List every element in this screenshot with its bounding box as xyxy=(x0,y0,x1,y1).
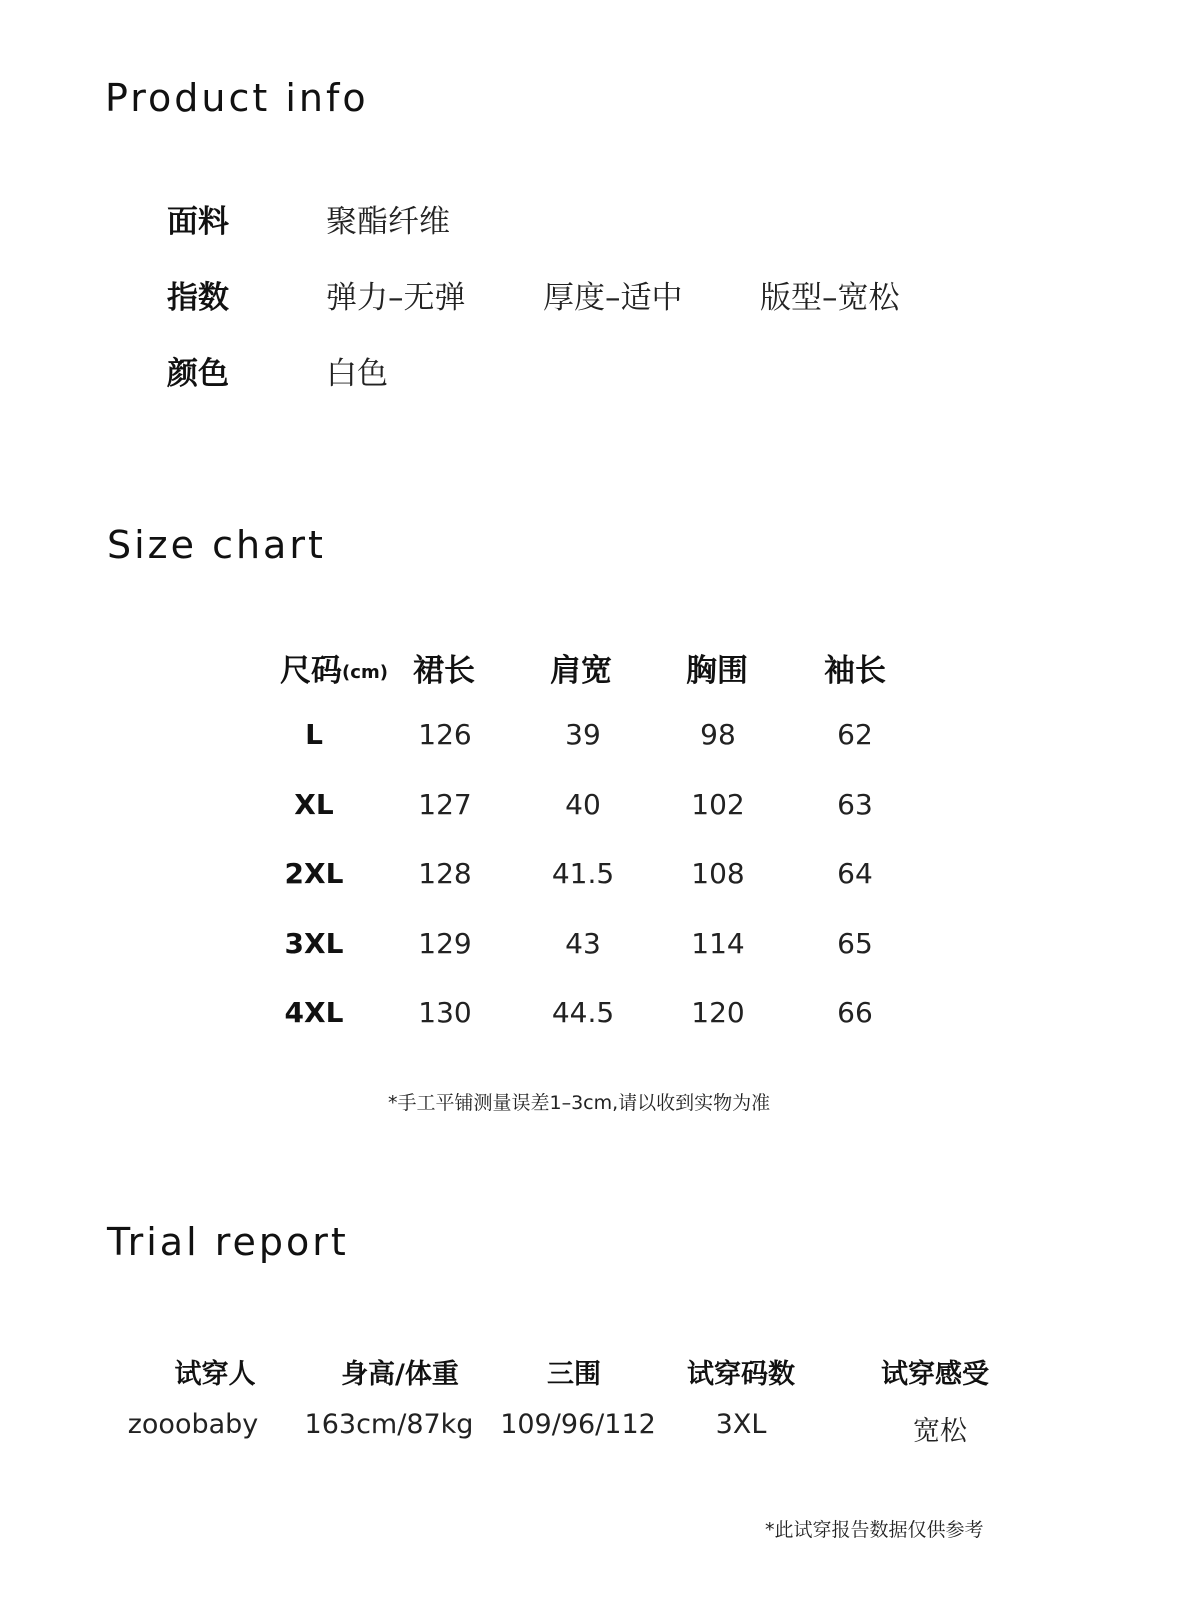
size-cell: 4XL xyxy=(284,996,344,1029)
fabric-value: 聚酯纤维 xyxy=(326,204,450,240)
fabric-label: 面料 xyxy=(167,204,229,240)
trial-size: 3XL xyxy=(715,1409,767,1440)
size-table-header xyxy=(275,645,935,689)
shoulder-cell: 44.5 xyxy=(551,996,615,1029)
size-cell: 2XL xyxy=(284,857,344,890)
fit-value: 版型–宽松 xyxy=(760,280,900,316)
product-info-title: Product info xyxy=(105,76,369,120)
trial-header-height-weight: 身高/体重 xyxy=(341,1359,459,1390)
chest-cell: 114 xyxy=(691,927,745,960)
length-cell: 126 xyxy=(418,718,472,751)
size-header-sleeve: 袖长 xyxy=(824,653,886,689)
trial-report-title: Trial report xyxy=(107,1220,349,1264)
table-row xyxy=(275,857,935,897)
size-chart-title: Size chart xyxy=(107,523,326,567)
size-cell: L xyxy=(305,718,323,751)
shoulder-cell: 43 xyxy=(565,927,601,960)
sleeve-cell: 63 xyxy=(837,788,873,821)
size-header-cell xyxy=(280,645,388,690)
shoulder-cell: 39 xyxy=(565,718,601,751)
size-header-length: 裙长 xyxy=(413,653,475,689)
table-row xyxy=(275,927,935,967)
size-header-unit: (cm) xyxy=(342,662,388,683)
chest-cell: 98 xyxy=(700,718,736,751)
trial-table-row xyxy=(0,1409,1200,1449)
chest-cell: 120 xyxy=(691,996,745,1029)
trial-header-tester: 试穿人 xyxy=(174,1359,256,1390)
table-row xyxy=(275,788,935,828)
trial-feeling: 宽松 xyxy=(913,1416,967,1447)
sleeve-cell: 62 xyxy=(837,718,873,751)
size-chart-note: *手工平铺测量误差1–3cm,请以收到实物为准 xyxy=(388,1092,771,1114)
index-label: 指数 xyxy=(167,280,229,316)
sleeve-cell: 65 xyxy=(837,927,873,960)
chest-cell: 102 xyxy=(691,788,745,821)
trial-header-measurements: 三围 xyxy=(547,1359,601,1390)
length-cell: 127 xyxy=(418,788,472,821)
size-cell: 3XL xyxy=(284,927,344,960)
elasticity-value: 弹力–无弹 xyxy=(326,280,466,316)
size-header-label: 尺码 xyxy=(280,653,343,689)
size-header-chest: 胸围 xyxy=(686,653,748,689)
size-cell: XL xyxy=(294,788,334,821)
shoulder-cell: 40 xyxy=(565,788,601,821)
trial-header-feeling: 试穿感受 xyxy=(881,1359,989,1390)
table-row xyxy=(275,996,935,1036)
sleeve-cell: 64 xyxy=(837,857,873,890)
shoulder-cell: 41.5 xyxy=(551,857,615,890)
length-cell: 128 xyxy=(418,857,472,890)
trial-report-note: *此试穿报告数据仅供参考 xyxy=(765,1519,984,1541)
length-cell: 129 xyxy=(418,927,472,960)
trial-tester: zooobaby xyxy=(127,1409,259,1440)
trial-table-header xyxy=(0,1352,1200,1392)
trial-height-weight: 163cm/87kg xyxy=(304,1409,474,1440)
trial-measurements: 109/96/112 xyxy=(500,1409,656,1440)
sleeve-cell: 66 xyxy=(837,996,873,1029)
table-row xyxy=(275,718,935,758)
color-value: 白色 xyxy=(326,356,388,392)
length-cell: 130 xyxy=(418,996,472,1029)
color-label: 颜色 xyxy=(167,356,229,392)
chest-cell: 108 xyxy=(691,857,745,890)
size-header-shoulder: 肩宽 xyxy=(550,653,612,689)
thickness-value: 厚度–适中 xyxy=(543,280,683,316)
trial-header-size: 试穿码数 xyxy=(687,1359,795,1390)
